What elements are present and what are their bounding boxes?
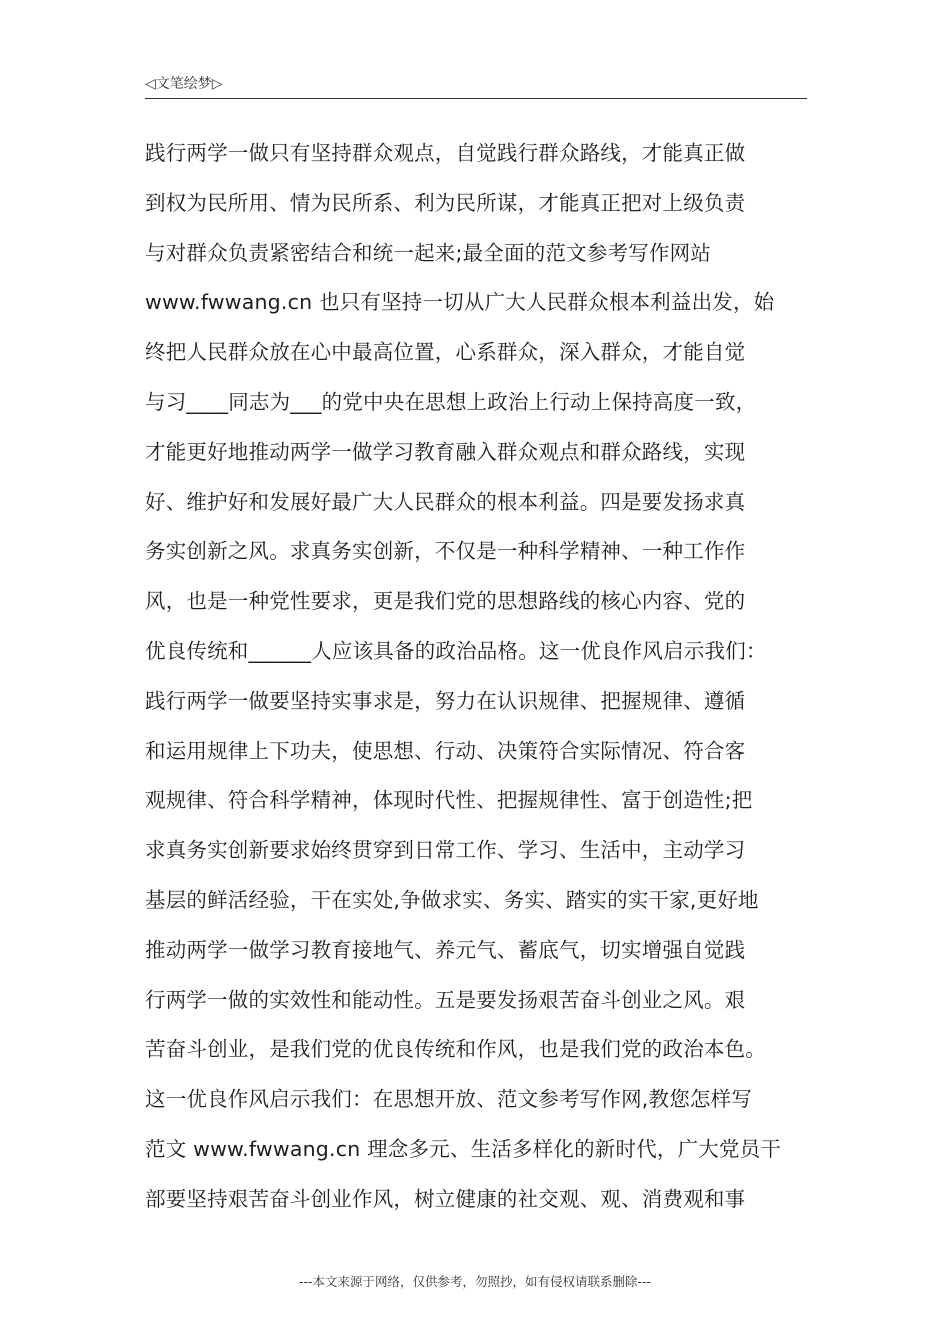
text-line: 推动两学一做学习教育接地气、养元气、蓄底气，切实增强自觉践 [145,937,746,962]
text-line: 践行两学一做只有坚持群众观点，自觉践行群众路线，才能真正做 [145,141,746,165]
text-line: 风，也是一种党性要求，更是我们党的思想路线的核心内容、党的 [145,589,746,614]
text-line: 观规律、符合科学精神，体现时代性、把握规律性、富于创造性;把 [145,788,753,813]
text-line: 践行两学一做要坚持实事求是，努力在认识规律、把握规律、遵循 [145,688,746,713]
text-line: 基层的鲜活经验，干在实处,争做求实、务实、踏实的实干家,更好地 [145,887,759,912]
text-line: 务实创新之风。求真务实创新，不仅是一种科学精神、一种工作作 [145,539,746,564]
text-line: 和运用规律上下功夫，使思想、行动、决策符合实际情况、符合客 [145,738,746,763]
text-line: 与对群众负责紧密结合和统一起来;最全面的范文参考写作网站 [145,240,712,265]
text-line: 与习____同志为___的党中央在思想上政治上行动上保持高度一致， [145,389,757,414]
text-line: 范文 www.fwwang.cn 理念多元、生活多样化的新时代，广大党员干 [145,1136,782,1161]
page-footer: ---本文来源于网络，仅供参考，勿照抄，如有侵权请联系删除--- [298,1274,652,1289]
text-line: 行两学一做的实效性和能动性。五是要发扬艰苦奋斗创业之风。艰 [145,987,746,1012]
text-line: 这一优良作风启示我们：在思想开放、范文参考写作网,教您怎样写 [145,1087,753,1112]
text-line: 苦奋斗创业，是我们党的优良传统和作风，也是我们党的政治本色。 [145,1037,766,1062]
text-line: 才能更好地推动两学一做学习教育融入群众观点和群众路线，实现 [145,439,746,464]
text-line: 到权为民所用、情为民所系、利为民所谋，才能真正把对上级负责 [145,190,746,215]
document-body [145,129,845,1225]
text-line: 终把人民群众放在心中最高位置，心系群众，深入群众，才能自觉 [145,340,746,365]
text-line: www.fwwang.cn 也只有坚持一切从广大人民群众根本利益出发，始 [145,290,775,315]
header-title: ◁文笔绘梦▷ [145,76,223,92]
text-line: 好、维护好和发展好最广大人民群众的根本利益。四是要发扬求真 [145,489,746,514]
page-header [145,74,807,99]
text-line: 部要坚持艰苦奋斗创业作风，树立健康的社交观、观、消费观和事 [145,1186,746,1211]
text-line: 求真务实创新要求始终贯穿到日常工作、学习、生活中，主动学习 [145,838,746,863]
text-line: 优良传统和______人应该具备的政治品格。这一优良作风启示我们： [145,638,767,663]
